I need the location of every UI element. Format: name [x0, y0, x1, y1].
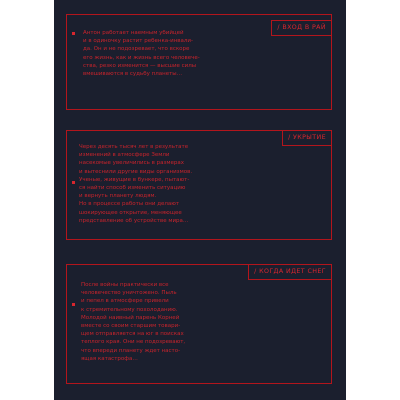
- section-text: После войны практически все человечество уничтожено. Пыль и пепел в атмосфере привели к стремительному похолоданию. Молодой наивный парень Корней вместе со своим старшим товари- щем отправляется на юг в поисках теплого края. Они не подозревают, что впереди планету ждет насто- ящая катастрофа…: [81, 282, 186, 362]
- section-ukrytie: [66, 130, 332, 240]
- section-label: / КОГДА ИДЕТ СНЕГ: [248, 264, 332, 280]
- section-label: / УКРЫТИЕ: [282, 130, 332, 146]
- section-label: / ВХОД В РАЙ: [271, 20, 332, 36]
- section-vhod-v-rai: [66, 14, 332, 110]
- bullet-marker: [72, 303, 75, 306]
- book-back-cover: [54, 0, 346, 400]
- section-text: Антон работает наемным убийцей и в одиночку растит ребенка-инвали- да. Он и не подозревает, что вскоре его жизнь, как и жизнь всего человече- ства, резко изменится — высшие силы вмешиваются в судьбу планеты…: [83, 30, 200, 78]
- bullet-marker: [72, 181, 75, 184]
- section-text: Через десять тысяч лет в результате изменений в атмосфере Земли насекомые увеличились в размерах и вытеснили другие виды организмов. Ученые, живущие в бункере, пытают- ся найти способ изменить ситуацию и вернуть планету людям. Но в процессе работы они делают шокирующее открытие, меняющее представление об устройстве мира…: [79, 144, 193, 224]
- section-kogda-idet-sneg: [66, 264, 332, 384]
- bullet-marker: [72, 32, 75, 35]
